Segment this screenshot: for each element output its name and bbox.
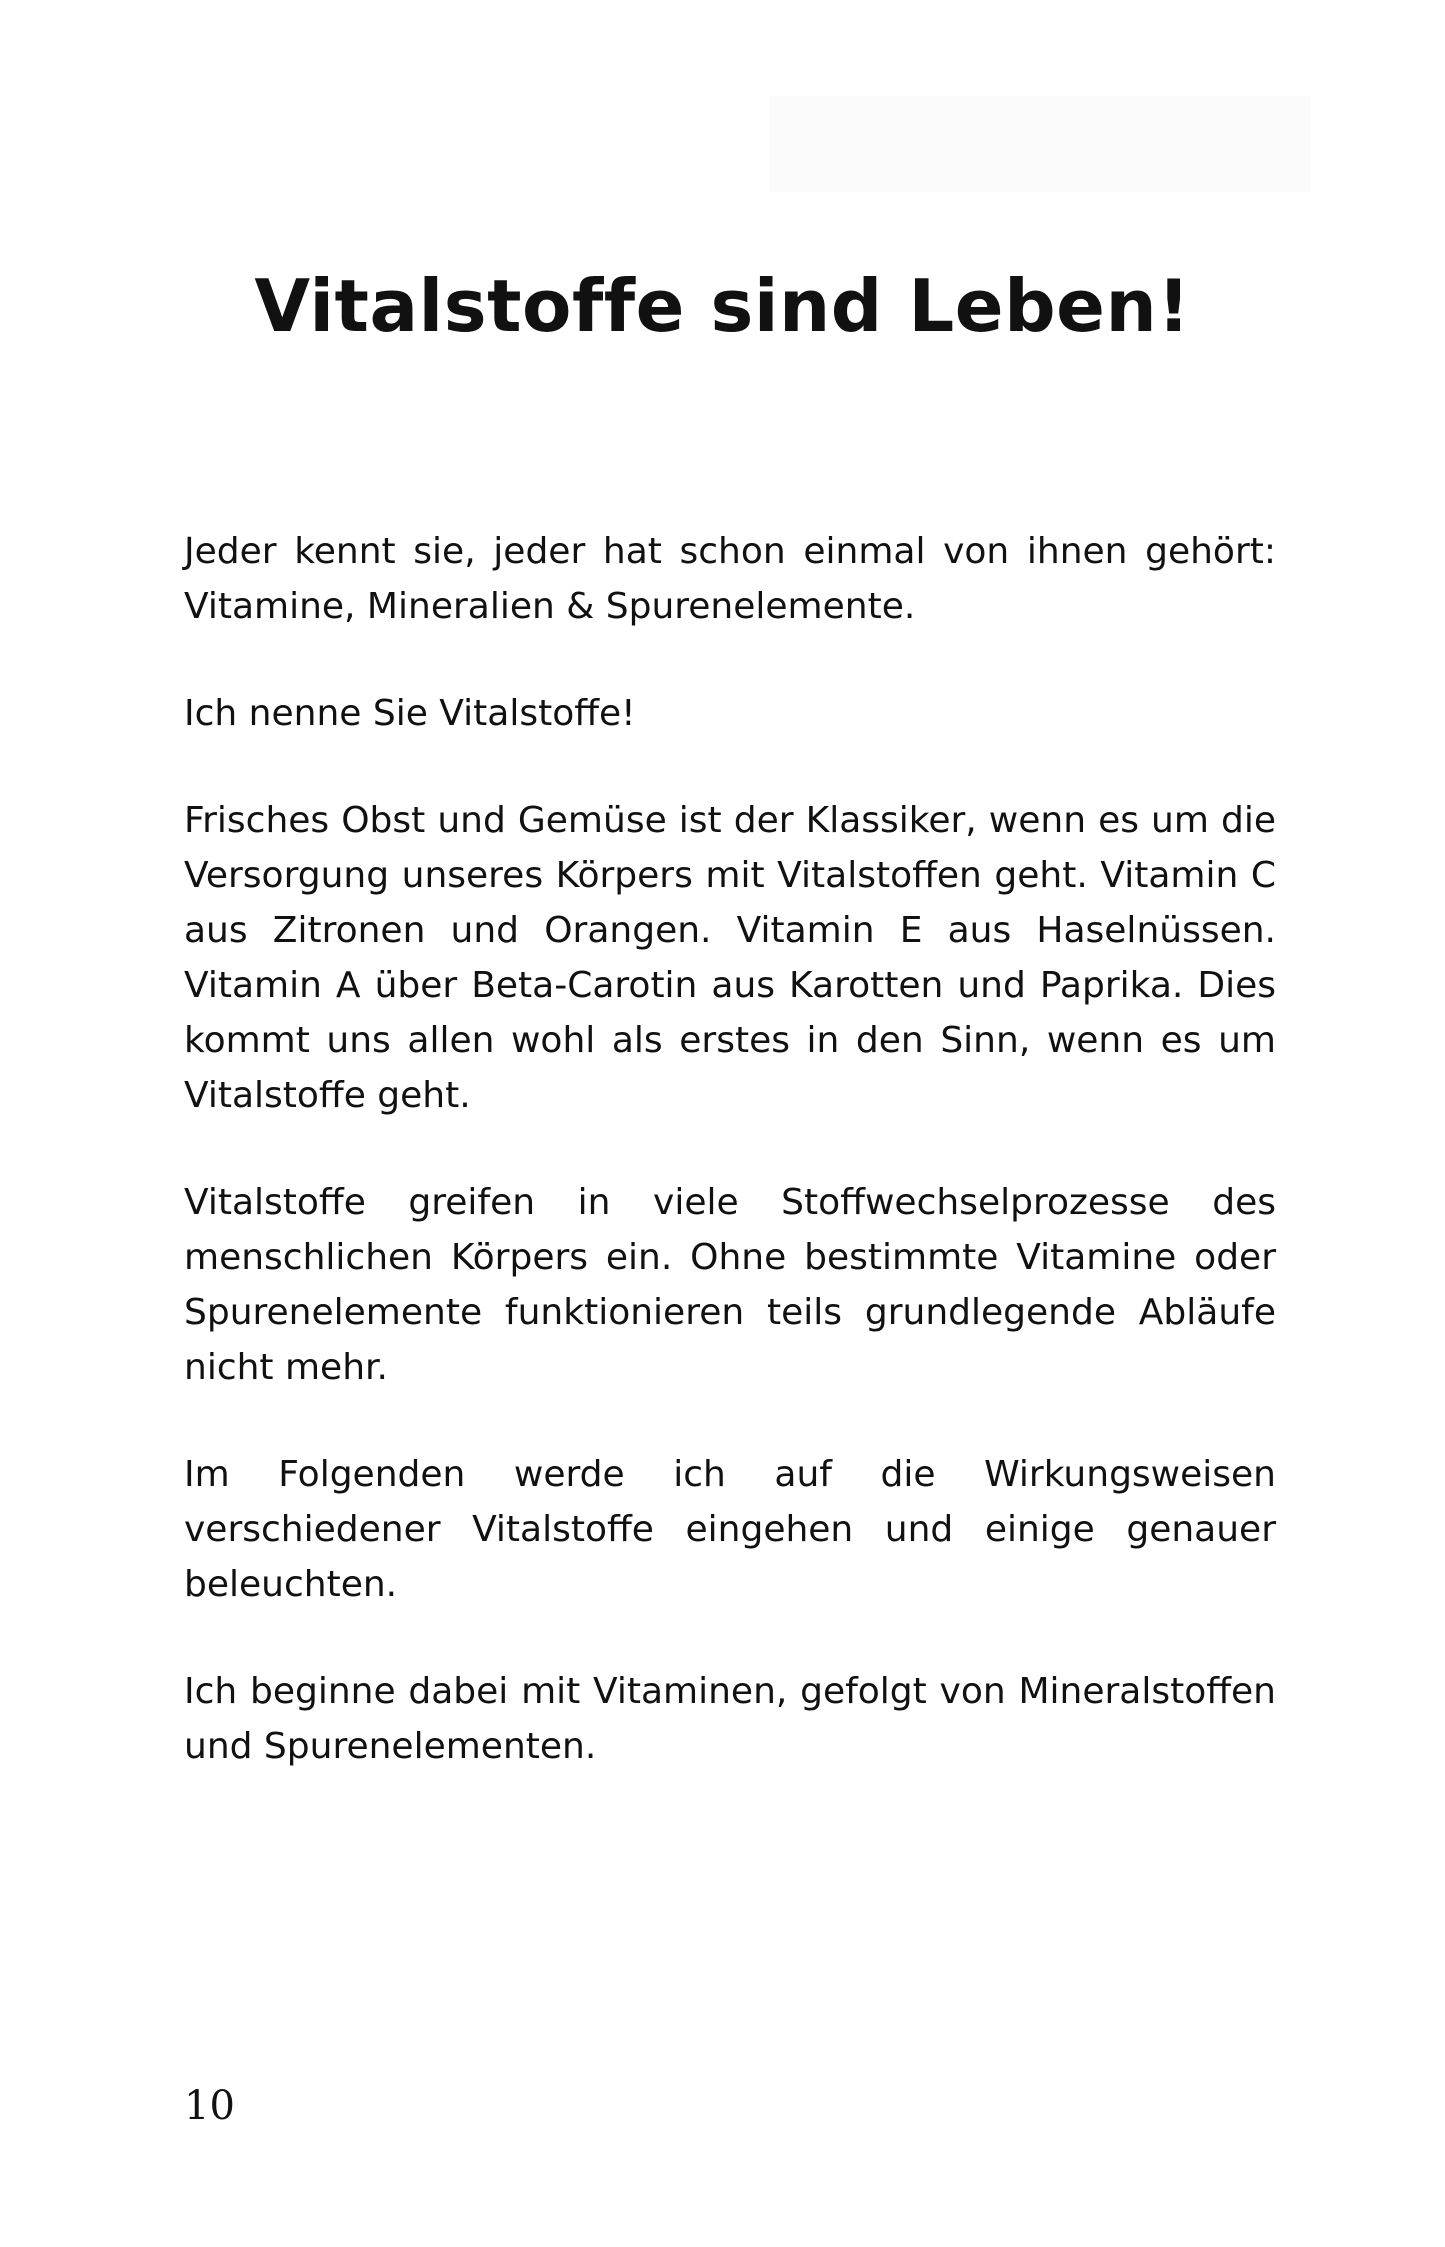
paragraph-intro: Jeder kennt sie, jeder hat schon einmal von ihnen gehört: Vitamine, Mineralien & Spurenelemente. xyxy=(184,531,1276,627)
paragraph-order: Ich beginne dabei mit Vitaminen, gefolgt von Mineralstoffen und Spurenelementen. xyxy=(184,1671,1276,1767)
page-number: 10 xyxy=(184,2083,235,2129)
paragraph-following: Im Folgenden werde ich auf die Wirkungsweisen verschiedener Vitalstoffe eingehen und einige genauer beleuchten. xyxy=(184,1454,1276,1605)
page-title: Vitalstoffe sind Leben! xyxy=(254,264,1191,348)
scan-shade xyxy=(770,96,1310,192)
paragraph-fruit-vegetables: Frisches Obst und Gemüse ist der Klassiker, wenn es um die Versorgung unseres Körpers mit Vitalstoffen geht. Vitamin C aus Zitronen und Orangen. Vitamin E aus Haselnüssen. Vitamin A über Beta-Carotin aus Karotten und Paprika. Dies kommt uns allen wohl als erstes in den Sinn, wenn es um Vitalstoffe geht. xyxy=(184,800,1276,1116)
paragraph-metabolism: Vitalstoffe greifen in viele Stoffwechselprozesse des menschlichen Körpers ein. Ohne bestimmte Vitamine oder Spurenelemente funktionieren teils grundlegende Abläufe nicht mehr. xyxy=(184,1182,1276,1388)
paragraph-naming: Ich nenne Sie Vitalstoffe! xyxy=(184,693,636,734)
body-text xyxy=(184,524,1276,1826)
